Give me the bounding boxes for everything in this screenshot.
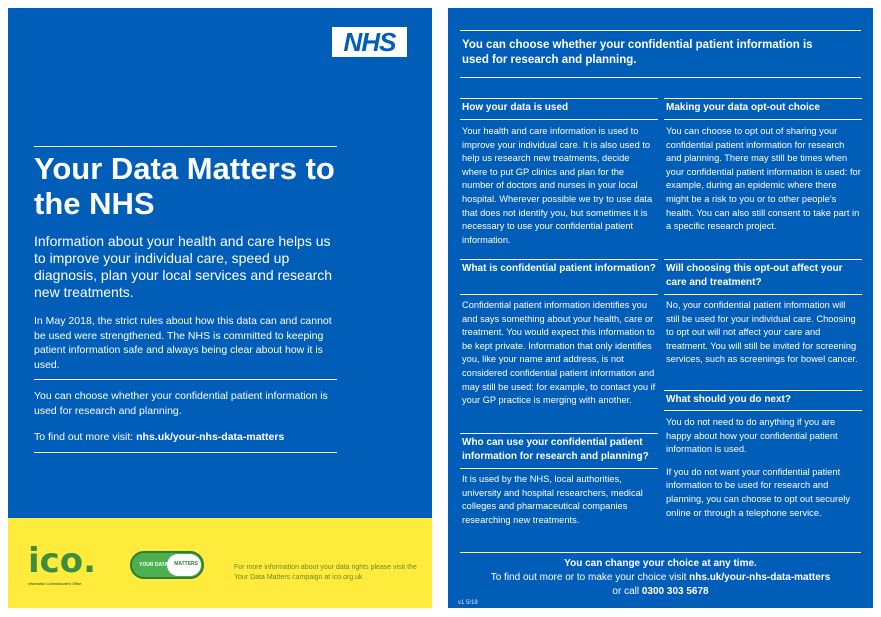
divider <box>460 30 861 31</box>
section-confidential-info <box>462 262 657 276</box>
section-how-data-used <box>462 101 657 115</box>
version-label: v1 5/18 <box>458 600 478 606</box>
nhs-data-matters-link[interactable]: nhs.uk/your-nhs-data-matters <box>689 572 831 583</box>
section-heading: What is confidential patient information? <box>462 263 656 274</box>
divider <box>460 259 658 260</box>
section-body-wrap <box>666 299 861 367</box>
find-out-more <box>34 430 334 445</box>
section-body: Confidential patient information identifies you and says something about your health, care or treatment. You would expect this information to be kept private. Information that only identifies you, like your name and address, is not considered confidential patient information and may still be used: for example, to contact you if your GP practice is merging with another. <box>462 300 656 406</box>
divider <box>664 98 862 99</box>
page-title: Your Data Matters to the NHS <box>34 151 335 221</box>
section-heading: Making your data opt-out choice <box>666 102 820 113</box>
phone-number[interactable]: 0300 303 5678 <box>641 586 709 597</box>
ico-logo: ico. <box>28 541 97 581</box>
divider <box>460 433 658 434</box>
divider <box>460 468 658 469</box>
front-cover-panel <box>8 8 432 608</box>
section-body-wrap <box>462 299 657 408</box>
section-body: Your health and care information is used to improve your individual care. It is also used to help us research new treatments, decide where to put GP clinics and plan for the number of doctors and nurses in your local hospital. Wherever possible we try to use data that does not identify you, but sometimes it is necessary to use your confidential patient information. <box>462 126 653 245</box>
change-choice-text: You can change your choice at any time. <box>564 558 757 569</box>
section-heading: Will choosing this opt-out affect your care and treatment? <box>666 263 843 288</box>
section-heading: What should you do next? <box>666 394 791 405</box>
section-what-next <box>666 393 861 407</box>
ico-logo-subtitle: Information Commissioner's Office <box>28 582 82 586</box>
nhs-data-matters-link[interactable]: nhs.uk/your-nhs-data-matters <box>136 431 285 443</box>
badge-text-right: MATTERS <box>174 561 198 567</box>
section-body: No, your confidential patient information will still be used for your individual care. Choosing to opt out will not affect your care and treatment. You will still be invited for screening services, such as screenings for bowel cancer. <box>666 300 858 365</box>
divider <box>460 98 658 99</box>
strengthened-rules-paragraph: In May 2018, the strict rules about how this data can and cannot be used were strengthened. The NHS is committed to keeping patient information safe and always being clear about how it is used. <box>34 315 332 371</box>
back-cover-panel <box>448 8 873 608</box>
section-heading: How your data is used <box>462 102 569 113</box>
section-body-wrap <box>666 125 861 234</box>
nhs-logo: NHS <box>332 27 407 57</box>
divider <box>460 552 861 553</box>
find-out-more-prefix: To find out more visit: <box>34 431 137 443</box>
section-body-2: If you do not want your confidential patient information to be used for research and planning, you can choose to opt out securely online or through a telephone service. <box>666 466 850 518</box>
divider <box>460 119 658 120</box>
divider <box>664 294 862 295</box>
section-body-wrap <box>462 473 657 527</box>
lead-paragraph: Information about your health and care helps us to improve your individual care, speed up diagnosis, plan your local services and research new treatments. <box>34 233 333 300</box>
divider <box>460 294 658 295</box>
choice-heading: You can choose whether your confidential patient information is used for research and planning. <box>462 39 813 66</box>
divider <box>460 77 861 78</box>
section-body-wrap <box>666 416 861 520</box>
section-body: You do not need to do anything if you are happy about how your confidential patient information is used. <box>666 417 838 455</box>
section-body-wrap <box>462 125 657 247</box>
contact-footer <box>448 557 873 599</box>
call-prefix: or call <box>612 586 642 597</box>
section-body: You can choose to opt out of sharing your confidential patient information for research and planning. There may still be times when your confidential patient information is used: for example, during an epidemic where there might be a risk to you or to other people's health. You can also still consent to take part in a specific research project. <box>666 126 861 232</box>
divider <box>664 259 862 260</box>
section-heading: Who can use your confidential patient information for research and planning? <box>462 437 649 462</box>
divider <box>34 452 337 453</box>
ico-footer <box>8 518 432 608</box>
divider <box>664 119 862 120</box>
section-opt-out-effect <box>666 262 861 290</box>
section-opt-out-choice <box>666 101 861 115</box>
divider <box>34 379 337 380</box>
your-data-matters-badge <box>130 551 204 579</box>
divider <box>34 146 337 147</box>
choice-paragraph: You can choose whether your confidential patient information is used for research and planning. <box>34 390 328 417</box>
section-body: It is used by the NHS, local authorities, university and hospital researchers, medical colleges and pharmaceutical companies researching new treatments. <box>462 474 643 525</box>
badge-text-left: YOUR DATA <box>139 562 168 568</box>
divider <box>664 390 862 391</box>
make-choice-prefix: To find out more or to make your choice visit <box>490 572 690 583</box>
divider <box>664 410 862 411</box>
ico-info-text: For more information about your data rights please visit the Your Data Matters campaign at ico.org.uk <box>234 564 417 581</box>
section-who-can-use <box>462 436 657 464</box>
